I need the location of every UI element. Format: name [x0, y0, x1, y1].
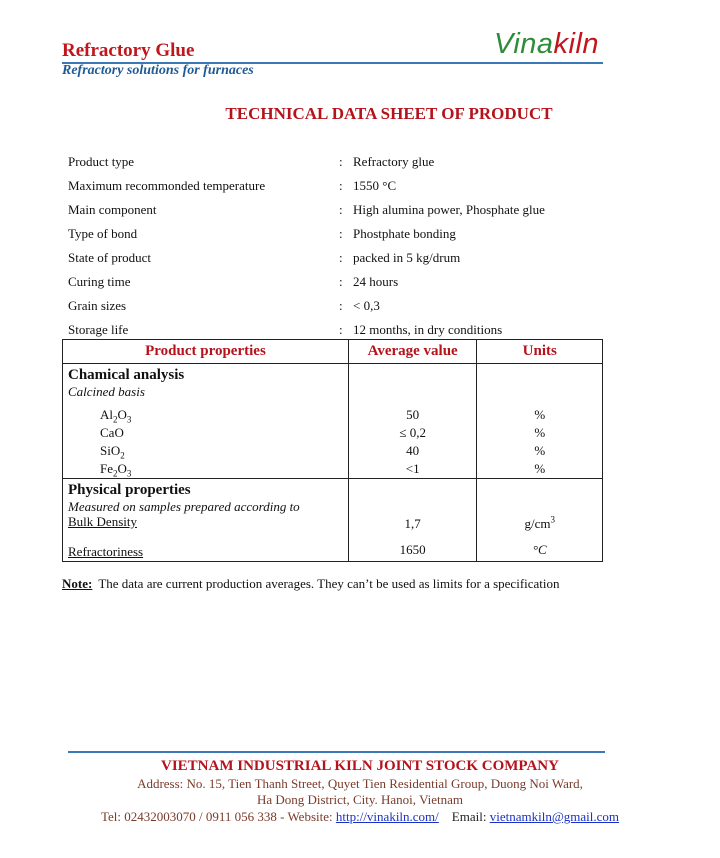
header-units: Units	[477, 340, 603, 364]
physical-names-cell	[63, 479, 349, 562]
chemical-units-cell	[477, 364, 603, 479]
chemical-values-cell	[348, 364, 477, 479]
spec-colon: :	[339, 226, 343, 241]
phys-value: 1,7	[404, 516, 421, 531]
email-link[interactable]: vietnamkiln@gmail.com	[489, 809, 620, 824]
document-title: TECHNICAL DATA SHEET OF PRODUCT	[225, 104, 553, 123]
spec-label: Product type	[68, 154, 135, 169]
note	[62, 576, 560, 592]
chem-unit: %	[534, 461, 546, 476]
spec-colon: :	[339, 178, 343, 193]
chemical-names-cell	[63, 364, 349, 479]
spec-value: < 0,3	[353, 298, 380, 313]
spec-label: Storage life	[68, 322, 129, 337]
chem-value: ≤ 0,2	[399, 425, 426, 440]
spec-row	[68, 247, 608, 271]
chem-unit: %	[534, 443, 546, 458]
chem-name-sio2: SiO$_2$	[100, 443, 125, 461]
chem-name-fe2o3: $Fe_2O_3$	[100, 461, 132, 479]
footer	[0, 757, 720, 825]
spec-row	[68, 295, 608, 319]
spec-colon: :	[339, 322, 343, 337]
properties-table	[62, 339, 603, 562]
footer-email-label: Email:	[451, 809, 487, 824]
phys-value: 1650	[399, 542, 426, 557]
chem-name-cao: CaO	[100, 425, 124, 440]
chem-value: 50	[406, 407, 420, 422]
footer-rule	[68, 751, 605, 753]
header-product-properties: Product properties	[63, 340, 349, 364]
unit-celsius: °C	[532, 542, 547, 557]
spec-label: Type of bond	[68, 226, 138, 241]
chem-name-al2o3: $Al_2O_3$	[100, 407, 132, 425]
spec-colon: :	[339, 298, 343, 313]
spec-value: 1550 °C	[353, 178, 397, 193]
physical-properties-subtitle: Measured on samples prepared according to	[68, 499, 300, 514]
footer-company: VIETNAM INDUSTRIAL KILN JOINT STOCK COMPANY	[161, 758, 559, 774]
physical-properties-title: Physical properties	[68, 482, 191, 498]
spec-row	[68, 223, 608, 247]
unit-g-per-cm3: $g/cm^3$	[524, 514, 555, 531]
spec-label: Main component	[68, 202, 157, 217]
logo-part-vina: Vina	[494, 28, 554, 60]
spec-list	[68, 151, 608, 343]
spec-value: 12 months, in dry conditions	[353, 322, 503, 337]
chem-value: <1	[405, 461, 420, 476]
spec-label: Curing time	[68, 274, 131, 289]
logo-part-kiln: kiln	[553, 28, 600, 60]
spec-label: State of product	[68, 250, 152, 265]
website-link[interactable]: http://vinakiln.com/	[335, 809, 439, 824]
table-header-row	[63, 340, 603, 364]
spec-row	[68, 271, 608, 295]
spec-row	[68, 199, 608, 223]
spec-value: Refractory glue	[353, 154, 435, 169]
spec-colon: :	[339, 154, 343, 169]
spec-value: Phostphate bonding	[353, 226, 456, 241]
spec-row	[68, 151, 608, 175]
spec-colon: :	[339, 202, 343, 217]
chem-unit: %	[534, 425, 546, 440]
note-label: Note:	[62, 576, 93, 591]
header-average-value: Average value	[348, 340, 477, 364]
spec-colon: :	[339, 274, 343, 289]
header-title: Refractory Glue	[62, 40, 195, 61]
chemical-analysis-section	[63, 364, 603, 479]
chemical-analysis-title: Chamical analysis	[68, 367, 185, 383]
footer-tel: Tel: 02432003070 / 0911 056 338 - Website:	[100, 809, 333, 824]
phys-name-bulk-density: Bulk Density	[68, 514, 137, 529]
physical-values-cell	[348, 479, 477, 562]
chem-unit: %	[534, 407, 546, 422]
spec-value: High alumina power, Phosphate glue	[353, 202, 545, 217]
phys-name-refractoriness: Refractoriness	[68, 544, 144, 559]
spec-label: Grain sizes	[68, 298, 127, 313]
physical-properties-section	[63, 479, 603, 562]
spec-label: Maximum recommonded temperature	[68, 178, 266, 193]
spec-value: 24 hours	[353, 274, 399, 289]
note-text: The data are current production averages. They can’t be used as limits for a specification	[98, 576, 560, 591]
footer-address-2: Ha Dong District, City. Hanoi, Vietnam	[256, 792, 464, 807]
chem-value: 40	[406, 443, 420, 458]
header-subtitle: Refractory solutions for furnaces	[62, 63, 254, 78]
physical-units-cell	[477, 479, 603, 562]
chemical-analysis-subtitle: Calcined basis	[68, 384, 145, 399]
spec-row	[68, 175, 608, 199]
spec-value: packed in 5 kg/drum	[353, 250, 461, 265]
vinakiln-logo	[494, 28, 599, 61]
footer-address-1: Address: No. 15, Tien Thanh Street, Quyet Tien Residential Group, Duong Noi Ward,	[137, 776, 583, 791]
footer-contact	[0, 808, 720, 825]
spec-colon: :	[339, 250, 343, 265]
